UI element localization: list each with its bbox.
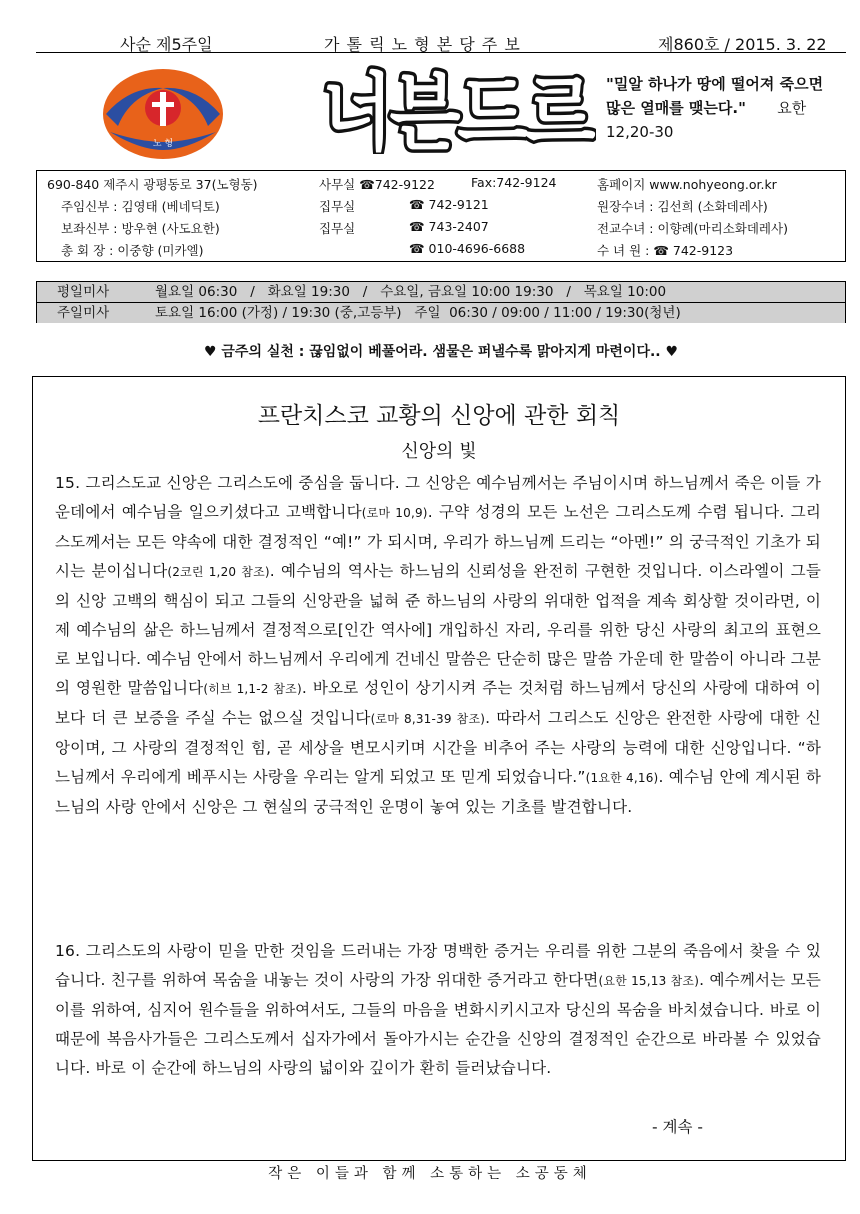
scripture-ref: (로마 8,31-39 참조) <box>370 712 486 726</box>
parish-logo <box>100 66 226 162</box>
scripture-ref: (로마 10,9) <box>361 506 428 520</box>
pastor-name: 주임신부 : 김영태 (베네딕토) <box>61 199 220 214</box>
weekday-mass-row <box>37 282 845 302</box>
scripture-ref: (2코린 1,20 참조) <box>167 565 270 579</box>
liturgical-season: 사순 제5주일 <box>120 35 213 54</box>
assistant-phone: ☎ 743-2407 <box>409 219 489 234</box>
continued-note: - 계속 - <box>652 1118 703 1136</box>
convent-phone: 수 녀 원 : ☎ 742-9123 <box>597 243 734 258</box>
mass-schedule <box>36 281 846 323</box>
weekly-practice-text: 금주의 실천 : 끊임없이 베풀어라. 샘물은 퍼낼수록 맑아지게 마련이다.. <box>221 344 661 360</box>
quote-reference: 요한 12,20-30 <box>606 99 807 141</box>
weekday-mass-label: 평일미사 <box>57 284 110 300</box>
issue-number: 제860호 / 2015. 3. 22 <box>658 35 827 54</box>
publication-name: 가 톨 릭 노 형 본 당 주 보 <box>324 35 521 54</box>
heart-icon: ♥ <box>203 344 217 360</box>
scripture-ref: (1요한 4,16) <box>585 771 659 785</box>
header-rule <box>36 52 846 53</box>
assistant-priest-name: 보좌신부 : 방우현 (사도요한) <box>61 221 220 236</box>
sunday-mass-label: 주일미사 <box>57 305 110 321</box>
fax-number: Fax:742-9124 <box>471 175 557 190</box>
scripture-ref: (요한 15,13 참조) <box>598 974 700 988</box>
weekday-mass-times: 월요일 06:30 / 화요일 19:30 / 수요일, 금요일 10:00 19:30 / 목요일 10:00 <box>155 284 667 300</box>
heart-icon: ♥ <box>665 344 679 360</box>
top-header <box>84 32 846 54</box>
parish-info-box <box>36 170 846 262</box>
article-subtitle: 신앙의 빛 <box>401 441 477 462</box>
article-box <box>32 376 846 1161</box>
homepage-link[interactable]: 홈페이지 www.nohyeong.or.kr <box>597 177 777 192</box>
head-sister-name: 원장수녀 : 김선희 (소화데레사) <box>597 199 768 214</box>
banner-title <box>318 62 596 154</box>
footer-motto: 작은 이들과 함께 소통하는 소공동체 <box>268 1166 592 1182</box>
scripture-ref: (히브 1,1-2 참조) <box>203 682 302 696</box>
council-president-name: 총 회 장 : 이중향 (미카엘) <box>61 243 204 258</box>
pastor-phone: ☎ 742-9121 <box>409 197 489 212</box>
pastor-office-label: 집무실 <box>319 199 356 214</box>
article-title: 프란치스코 교황의 신앙에 관한 회칙 <box>257 403 621 429</box>
banner-text: 너븐드르 <box>322 64 596 154</box>
paragraph-15: 15. 그리스도교 신앙은 그리스도에 중심을 둡니다. 그 신앙은 예수님께서는 주님이시며 하느님께서 죽은 이들 가운데에서 예수님을 일으키셨다고 고백합니다(로마 10,9). 구약 성경의 모든 노선은 그리스도께 수렴 됩니다. 그리스도께서는 모든 약속에 대한 결정적인 “예!” 가 되시며, 우리가 하느님께 드리는 “아멘!” 의 궁극적인 기초가 되시는 분이십니다(2코린 1,20 참조). 예수님의 역사는 하느님의 신뢰성을 완전히 구현한 것입니다. 이스라엘이 그들의 신앙 고백의 핵심이 되고 그들의 신앙관을 넓혀 준 하느님의 사랑의 위대한 업적을 계속 회상할 것이라면, 이제 예수님의 삶은 하느님께서 결정적으로[인간 역사에] 개입하신 자리, 우리를 위한 당신 사랑의 최고의 표현으로 보입니다. 예수님 안에서 하느님께서 우리에게 건네신 말씀은 단순히 많은 말씀 가운데 한 말씀이 아니라 그분의 영원한 말씀입니다(히브 1,1-2 참조). 바오로 성인이 상기시켜 주는 것처럼 하느님께서 당신의 사랑에 대하여 이보다 더 큰 보증을 주실 수는 없으실 것입니다(로마 8,31-39 참조). 따라서 그리스도 신앙은 완전한 사랑에 대한 신앙이며, 그 사랑의 결정적인 힘, 곧 세상을 변모시키며 시간을 비추어 주는 사랑의 능력에 대한 신앙입니다. “하느님께서 우리에게 베푸시는 사랑을 우리는 알게 되었고 또 믿게 되었습니다.”(1요한 4,16). 예수님 안에 계시된 하느님의 사랑 안에서 신앙은 그 현실의 궁극적인 운명이 놓여 있는 기초를 발견합니다. <box>55 474 822 816</box>
sunday-mass-times: 토요일 16:00 (가정) / 19:30 (중,고등부) 주일 06:30 / 09:00 / 11:00 / 19:30(청년) <box>155 305 681 321</box>
logo-caption: 노 형 <box>152 139 174 149</box>
sunday-mass-row <box>37 302 845 323</box>
council-phone: ☎ 010-4696-6688 <box>409 241 526 256</box>
assistant-office-label: 집무실 <box>319 221 356 236</box>
mission-sister-name: 전교수녀 : 이향례(마리소화데레사) <box>597 221 788 236</box>
quote-text: "밀알 하나가 땅에 떨어져 죽으면 많은 열매를 맺는다." <box>606 75 824 117</box>
gospel-quote <box>606 72 842 144</box>
weekly-practice <box>36 341 846 361</box>
paragraph-16: 16. 그리스도의 사랑이 믿을 만한 것임을 드러내는 가장 명백한 증거는 우리를 위한 그분의 죽음에서 찾을 수 있습니다. 친구를 위하여 목숨을 내놓는 것이 사랑의 가장 위대한 증거라고 한다면(요한 15,13 참조). 예수께서는 모든 이를 위하여, 심지어 원수들을 위하여서도, 그들의 마음을 변화시키시고자 당신의 목숨을 바치셨습니다. 바로 이 때문에 복음사가들은 그리스도께서 십자가에서 돌아가시는 순간을 신앙의 결정적인 순간으로 바라볼 수 있었습니다. 바로 이 순간에 하느님의 사랑의 넓이와 깊이가 환히 들러났습니다. <box>55 942 821 1077</box>
address: 690-840 제주시 광평동로 37(노형동) <box>47 177 258 192</box>
office-phone: 사무실 ☎742-9122 <box>319 177 435 192</box>
